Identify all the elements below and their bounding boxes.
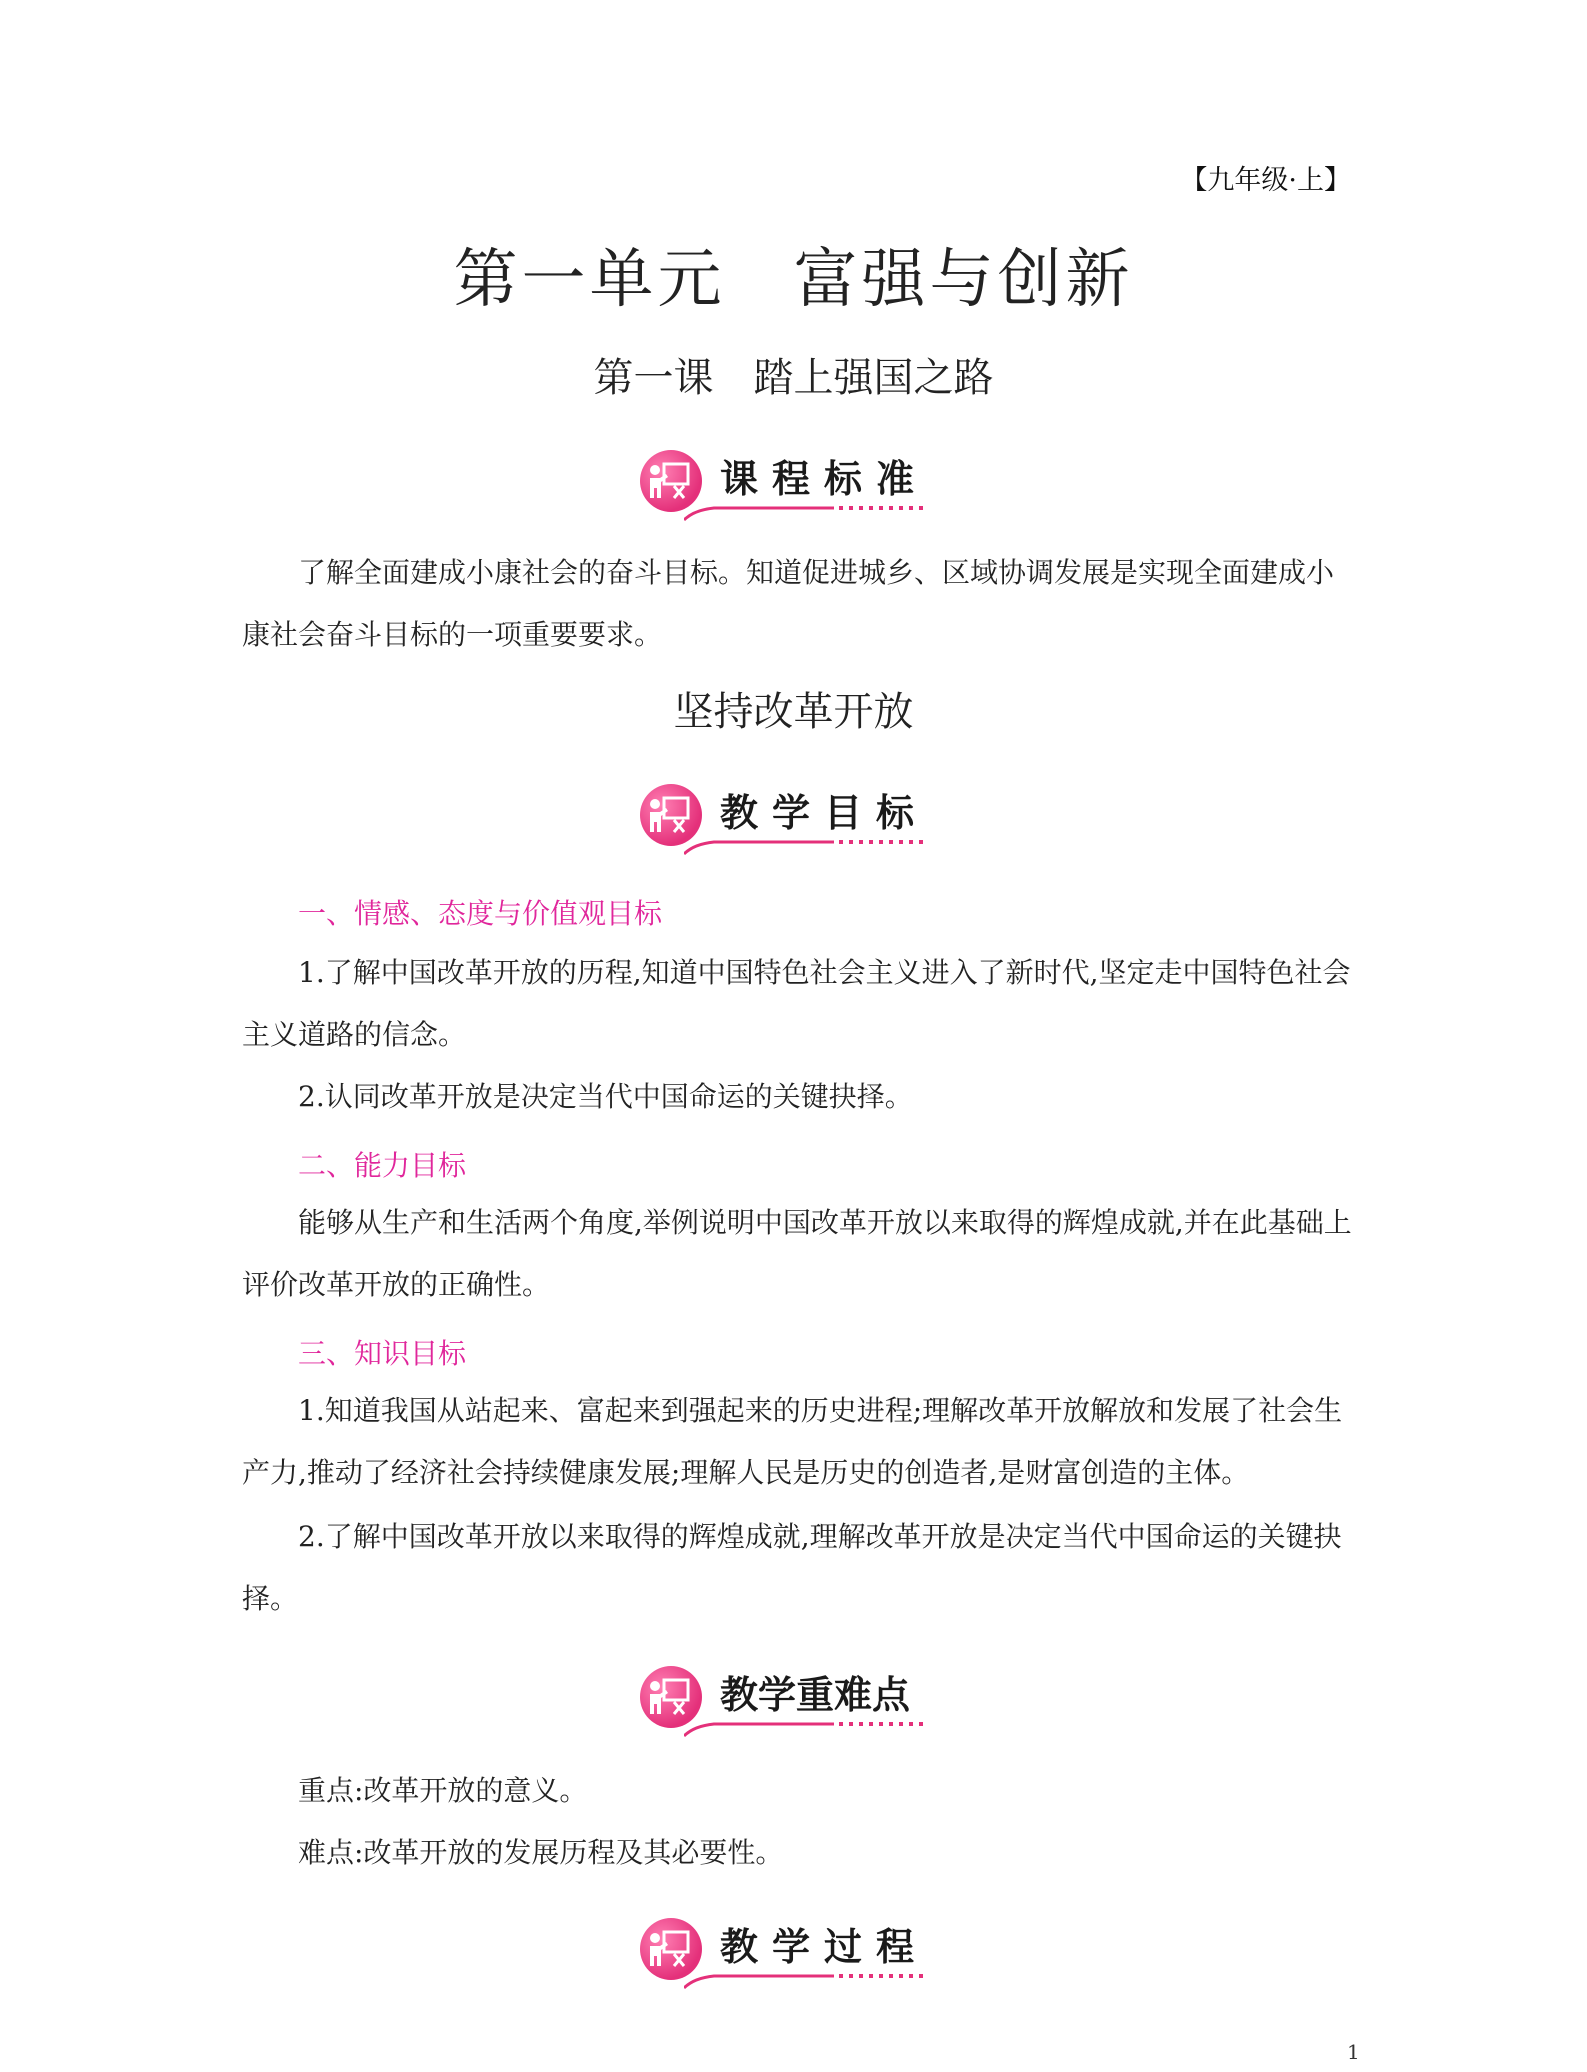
grade-label: 【九年级·上】 xyxy=(1180,165,1351,196)
banner-curriculum-standard xyxy=(640,444,940,524)
goal-attitude-item-2: 2.认同改革开放是决定当代中国命运的关键抉择。 xyxy=(298,1080,913,1113)
goal-knowledge-item-1: 1.知道我国从站起来、富起来到强起来的历史进程;理解改革开放解放和发展了社会生产力,推动了经济社会持续健康发展;理解人民是历史的创造者,是财富创造的主体。 xyxy=(242,1394,1343,1489)
banner-label: 教学重难点 xyxy=(720,1673,911,1717)
banner-underline xyxy=(684,836,984,856)
curriculum-standard-text: 了解全面建成小康社会的奋斗目标。知道促进城乡、区域协调发展是实现全面建成小康社会奋斗目标的一项重要要求。 xyxy=(242,556,1335,651)
key-point-focus: 重点:改革开放的意义。 xyxy=(298,1774,588,1807)
goal-heading-knowledge: 三、知识目标 xyxy=(298,1337,467,1370)
key-point-difficulty: 难点:改革开放的发展历程及其必要性。 xyxy=(298,1836,784,1869)
banner-teaching-goals xyxy=(640,778,940,858)
topic-title: 坚持改革开放 xyxy=(673,689,914,735)
goal-attitude-item-1: 1.了解中国改革开放的历程,知道中国特色社会主义进入了新时代,坚定走中国特色社会主义道路的信念。 xyxy=(242,956,1351,1051)
goal-knowledge-item-2: 2.了解中国改革开放以来取得的辉煌成就,理解改革开放是决定当代中国命运的关键抉择。 xyxy=(242,1520,1342,1615)
banner-teaching-process xyxy=(640,1912,940,1992)
goal-heading-attitude: 一、情感、态度与价值观目标 xyxy=(298,897,663,930)
page-number: 1 xyxy=(1347,2040,1360,2064)
banner-underline xyxy=(684,502,984,522)
banner-underline xyxy=(684,1718,984,1738)
goal-ability-item-1: 能够从生产和生活两个角度,举例说明中国改革开放以来取得的辉煌成就,并在此基础上评价改革开放的正确性。 xyxy=(242,1206,1352,1301)
unit-title: 第一单元 富强与创新 xyxy=(453,243,1134,317)
banner-key-points xyxy=(640,1660,940,1740)
banner-label: 课程标准 xyxy=(720,457,929,501)
lesson-title: 第一课 踏上强国之路 xyxy=(593,355,994,401)
banner-label: 教学过程 xyxy=(720,1925,929,1969)
banner-label: 教学目标 xyxy=(720,791,929,835)
goal-heading-ability: 二、能力目标 xyxy=(298,1149,467,1182)
banner-underline xyxy=(684,1970,984,1990)
